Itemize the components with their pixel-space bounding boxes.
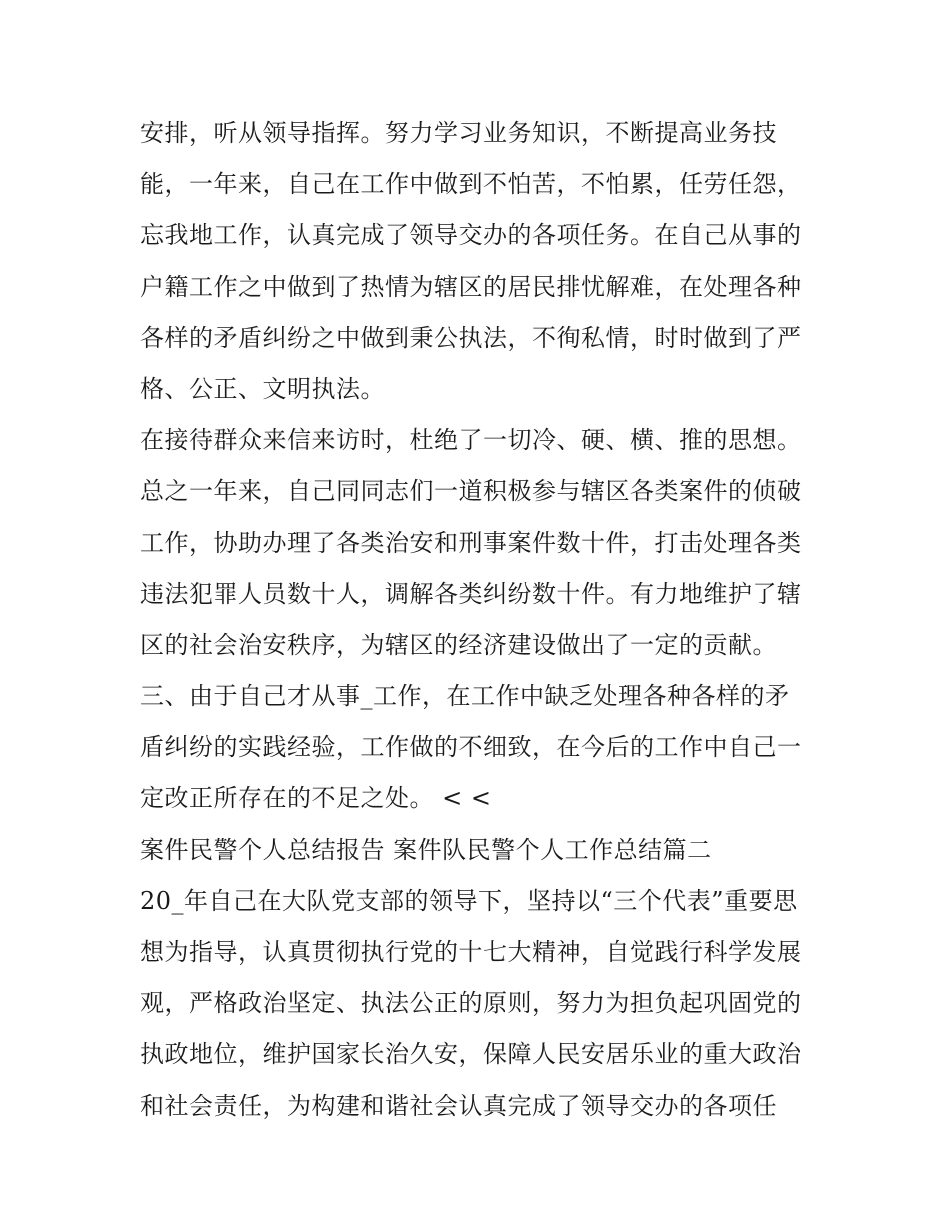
text-line: 格、公正、文明执法。 [140,374,385,403]
text-line: 在接待群众来信来访时，杜绝了一切冷、硬、横、推的思想。 [140,426,802,455]
text-line: 想为指导，认真贯彻执行党的十七大精神，自觉践行科学发展 [140,938,802,966]
text-line: 违法犯罪人员数十人，调解各类纠纷数十件。有力地维护了辖 [140,579,802,608]
text-line: 定改正所存在的不足之处。 < < [140,784,492,813]
text-line: 执政地位，维护国家长治久安，保障人民安居乐业的重大政治 [140,1040,802,1069]
text-line: 忘我地工作，认真完成了领导交办的各项任务。在自己从事的 [140,221,802,250]
text-line: 各样的矛盾纠纷之中做到秉公执法，不徇私情，时时做到了严 [140,323,802,352]
text-line: 和社会责任，为构建和谐社会认真完成了领导交办的各项任 [140,1091,777,1120]
text-line: 观，严格政治坚定、执法公正的原则，努力为担负起巩固党的 [140,989,802,1018]
text-line: 总之一年来，自己同同志们一道积极参与辖区各类案件的侦破 [140,477,802,506]
text-line: 安排，听从领导指挥。努力学习业务知识，不断提高业务技 [140,119,777,147]
text-line: 三、由于自己才从事_工作，在工作中缺乏处理各种各样的矛 [140,682,790,711]
text-line: 区的社会治安秩序，为辖区的经济建设做出了一定的贡献。 [140,630,777,659]
section-heading: 案件民警个人总结报告 案件队民警个人工作总结篇二 [140,835,712,864]
text-line: 20_年自己在大队党支部的领导下，坚持以“三个代表”重要思 [140,886,798,915]
text-line: 户籍工作之中做到了热情为辖区的居民排忧解难，在处理各种 [140,272,802,301]
document-body [140,108,820,1132]
text-line: 能，一年来，自己在工作中做到不怕苦，不怕累，任劳任怨， [140,170,802,199]
text-line: 工作，协助办理了各类治安和刑事案件数十件，打击处理各类 [140,528,802,557]
text-line: 盾纠纷的实践经验，工作做的不细致，在今后的工作中自己一 [140,733,802,762]
